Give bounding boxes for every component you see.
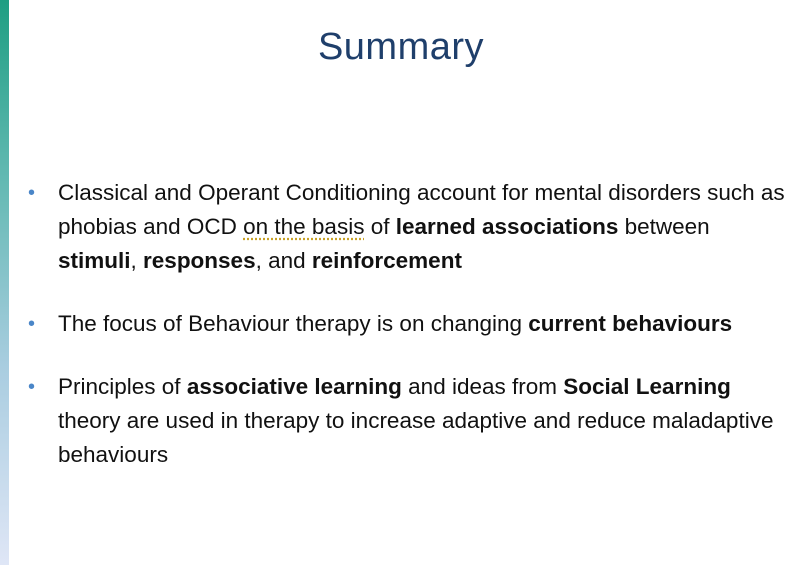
bullet-3-text: Principles of bbox=[58, 374, 187, 399]
bullet-3-bold-text: Social Learning bbox=[563, 374, 731, 399]
bullet-2-bold-text: current behaviours bbox=[528, 311, 733, 336]
bullet-list bbox=[28, 176, 788, 501]
bullet-1-text: of bbox=[364, 214, 396, 239]
slide-title: Summary bbox=[317, 26, 485, 68]
bullet-1-bold-text: responses bbox=[143, 248, 256, 273]
bullet-1-text: , and bbox=[255, 248, 312, 273]
bullet-dot: • bbox=[28, 376, 36, 398]
bullet-3-text: theory are used in therapy to increase adaptive and reduce maladaptive behaviours bbox=[58, 408, 774, 467]
bullet-1-text: , bbox=[130, 248, 144, 273]
bullet-1-bold-text: learned associations bbox=[395, 214, 619, 239]
bullet-dot: • bbox=[28, 313, 36, 335]
bullet-item-3 bbox=[28, 370, 788, 472]
bullet-1-bold-text: stimuli bbox=[58, 248, 131, 273]
bullet-1-spellcheck-underline: on the basis bbox=[243, 214, 365, 239]
accent-bar bbox=[0, 0, 9, 565]
bullet-1-bold-text: reinforcement bbox=[311, 248, 462, 273]
bullet-3-bold-text: associative learning bbox=[186, 374, 402, 399]
bullet-1-text: Classical and Operant Conditioning account for mental disorders such as phobias and OCD bbox=[58, 180, 785, 239]
bullet-3-text: and ideas from bbox=[401, 374, 564, 399]
bullet-item-1 bbox=[28, 176, 788, 278]
bullet-dot: • bbox=[28, 182, 36, 204]
bullet-1-text: between bbox=[618, 214, 710, 239]
bullet-2-text: The focus of Behaviour therapy is on changing bbox=[58, 311, 529, 336]
bullet-item-2 bbox=[28, 307, 788, 341]
